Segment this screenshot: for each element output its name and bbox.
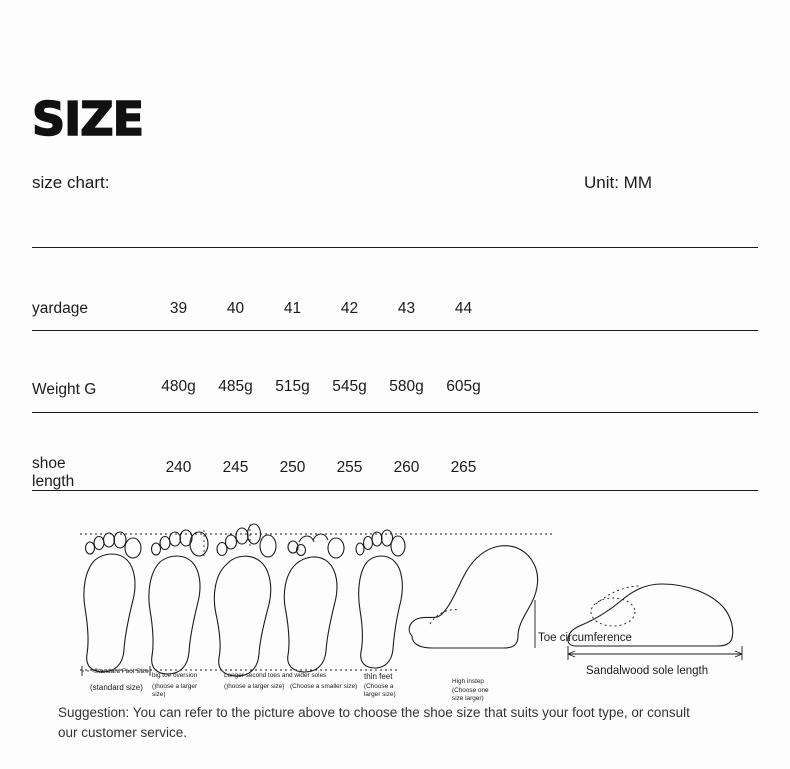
caption-second-toe: Longer second toes and wider soles	[224, 672, 327, 679]
cell-weight-0: 480g	[161, 378, 196, 395]
row-label-yardage: yardage	[32, 300, 89, 317]
cell-yardage-0: 39	[169, 300, 188, 317]
page-title: SIZE	[32, 92, 144, 146]
table-row-yardage	[150, 300, 550, 318]
caption-high-instep: High instep	[452, 678, 484, 685]
toe-circumference-label: Toe circumference	[538, 632, 632, 644]
sandalwood-sole-length-label: Sandalwood sole length	[586, 665, 709, 677]
cell-shoe-length-2: 250	[279, 459, 306, 476]
cell-shoe-length-4: 260	[393, 459, 420, 476]
table-divider-top	[32, 247, 758, 248]
cell-yardage-2: 41	[283, 300, 302, 317]
cell-yardage-5: 44	[454, 300, 473, 317]
caption-standard-sub: (standard size)	[90, 683, 143, 692]
caption-standard	[94, 668, 150, 676]
caption-standard-text: Standard Foot Size	[94, 668, 149, 675]
cell-weight-3: 545g	[332, 378, 367, 395]
caption-second-toe-sub: ()hoose a larger size)	[224, 683, 285, 690]
cell-yardage-1: 40	[226, 300, 245, 317]
caption-smaller-sub: (Choose a smaller size)	[290, 683, 358, 690]
cell-shoe-length-5: 265	[450, 459, 477, 476]
table-divider-2	[32, 412, 758, 413]
cell-weight-2: 515g	[275, 378, 310, 395]
table-row-shoe-length	[150, 459, 550, 477]
cell-yardage-4: 43	[397, 300, 416, 317]
caption-high-instep-sub: (Choose one size larger)	[452, 687, 489, 702]
cell-weight-4: 580g	[389, 378, 424, 395]
row-label-weight: Weight G	[32, 381, 97, 398]
caption-big-toe: big toe oversion	[152, 672, 198, 679]
cell-shoe-length-3: 255	[336, 459, 363, 476]
table-row-weight	[150, 378, 550, 396]
caption-thin-feet-sub: (Choose a larger size)	[364, 683, 396, 698]
caption-thin-feet: thin feet	[364, 672, 393, 681]
caption-big-toe-sub: ()hoose a larger size)	[152, 683, 198, 698]
cell-weight-1: 485g	[218, 378, 253, 395]
size-chart-label: size chart:	[32, 173, 110, 192]
foot-type-illustration	[0, 500, 790, 710]
unit-label: Unit: MM	[584, 173, 652, 192]
suggestion-text: Suggestion: You can refer to the picture above to choose the shoe size that suits your foot type, or consult our customer service.	[58, 705, 690, 740]
table-divider-1	[32, 330, 758, 331]
cell-shoe-length-1: 245	[222, 459, 249, 476]
row-label-shoe-length: shoe length	[32, 455, 75, 490]
cell-shoe-length-0: 240	[165, 459, 192, 476]
cell-weight-5: 605g	[446, 378, 481, 395]
table-divider-bottom	[32, 490, 758, 491]
cell-yardage-3: 42	[340, 300, 359, 317]
